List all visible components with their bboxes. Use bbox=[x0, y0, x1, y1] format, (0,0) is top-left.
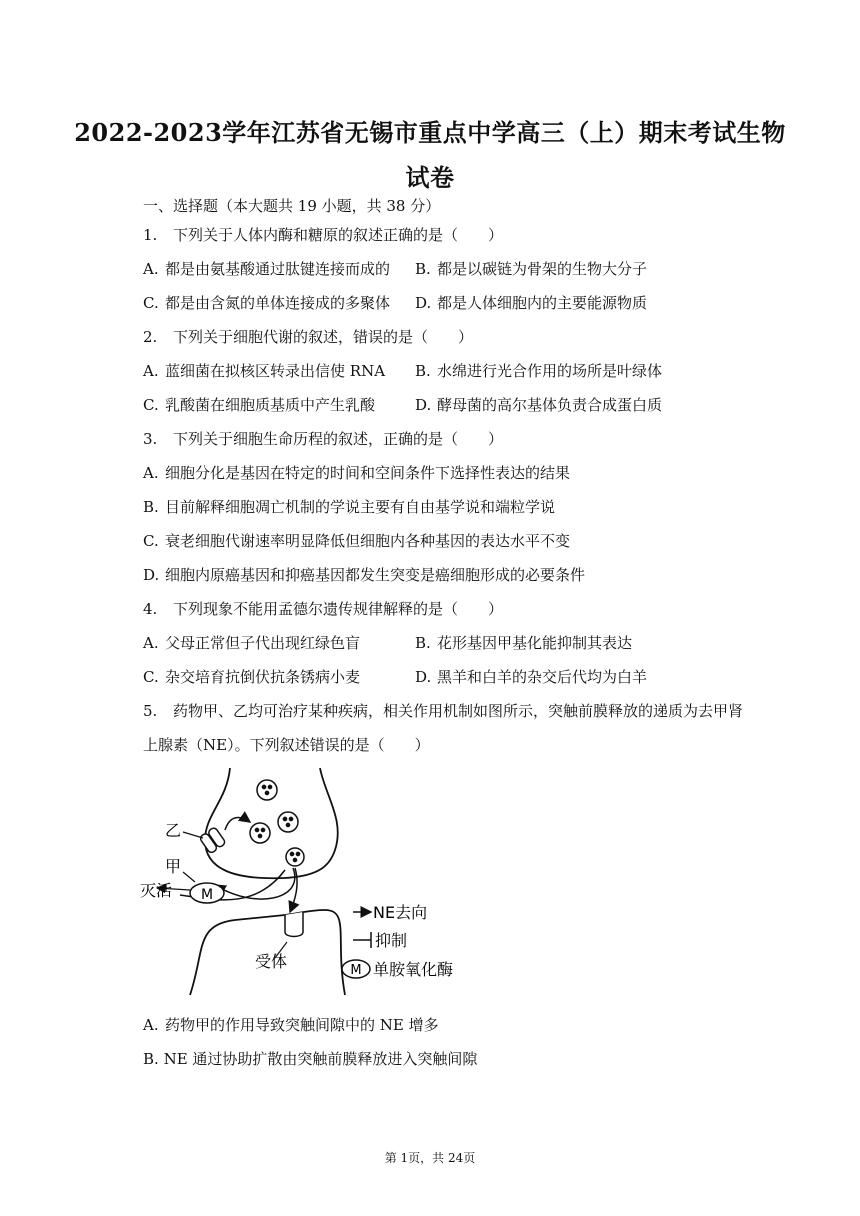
question-stem: 下列关于细胞代谢的叙述，错误的是（ ） bbox=[173, 328, 474, 346]
page-title-line2: 试卷 bbox=[405, 163, 455, 192]
option-text: 都是以碳链为骨架的生物大分子 bbox=[437, 260, 648, 278]
option-4d bbox=[415, 668, 647, 686]
option-3c bbox=[143, 532, 570, 550]
option-letter: A. bbox=[143, 362, 159, 380]
option-letter: A. bbox=[143, 634, 159, 652]
option-1b bbox=[415, 260, 647, 278]
transporter bbox=[199, 827, 226, 854]
option-2a bbox=[143, 362, 385, 380]
option-text: 酵母菌的高尔基体负责合成蛋白质 bbox=[437, 396, 663, 414]
option-letter: D. bbox=[415, 668, 432, 686]
yi-pointer bbox=[183, 832, 203, 838]
question-number: 2. bbox=[143, 328, 158, 346]
receptor bbox=[285, 912, 303, 937]
option-1c bbox=[143, 294, 390, 312]
option-5a bbox=[143, 1016, 439, 1034]
synapse-figure bbox=[135, 760, 475, 1000]
page-title-line1: 2022-2023学年江苏省无锡市重点中学高三（上）期末考试生物 bbox=[74, 118, 786, 147]
option-letter: B. bbox=[415, 634, 431, 652]
option-letter: D. bbox=[143, 566, 160, 584]
legend-m-label: M bbox=[350, 963, 362, 978]
question-4 bbox=[143, 600, 503, 618]
option-4c bbox=[143, 668, 360, 686]
reuptake-arrow bbox=[225, 817, 250, 830]
question-stem: 下列关于细胞生命历程的叙述，正确的是（ ） bbox=[173, 430, 504, 448]
option-letter: D. bbox=[415, 396, 432, 414]
option-letter: C. bbox=[143, 532, 159, 550]
option-text: 都是由含氮的单体连接成的多聚体 bbox=[165, 294, 391, 312]
label-jia: 甲 bbox=[165, 857, 182, 876]
option-letter: A. bbox=[143, 1016, 159, 1034]
option-letter: A. bbox=[143, 260, 159, 278]
question-number: 4. bbox=[143, 600, 158, 618]
question-5-stem-cont: 上腺素（NE）。下列叙述错误的是（ ） bbox=[143, 736, 430, 754]
option-text: 都是人体细胞内的主要能源物质 bbox=[437, 294, 648, 312]
option-letter: B. bbox=[143, 498, 159, 516]
option-letter: A. bbox=[143, 464, 159, 482]
option-3b bbox=[143, 498, 555, 516]
option-text: 细胞分化是基因在特定的时间和空间条件下选择性表达的结果 bbox=[165, 464, 571, 482]
question-stem: 下列现象不能用孟德尔遗传规律解释的是（ ） bbox=[173, 600, 504, 618]
option-text: 细胞内原癌基因和抑癌基因都发生突变是癌细胞形成的必要条件 bbox=[165, 566, 586, 584]
option-letter: B. bbox=[415, 260, 431, 278]
legend-inhibit: 抑制 bbox=[375, 931, 408, 950]
option-text: 都是由氨基酸通过肽键连接而成的 bbox=[165, 260, 391, 278]
option-text: 药物甲的作用导致突触间隙中的 NE 增多 bbox=[165, 1016, 439, 1034]
question-number: 3. bbox=[143, 430, 158, 448]
question-3 bbox=[143, 430, 503, 448]
question-stem: 药物甲、乙均可治疗某种疾病，相关作用机制如图所示，突触前膜释放的递质为去甲肾 bbox=[173, 702, 744, 720]
option-text: 衰老细胞代谢速率明显降低但细胞内各种基因的表达水平不变 bbox=[165, 532, 571, 550]
option-3d bbox=[143, 566, 585, 584]
legend-mao: 单胺氧化酶 bbox=[373, 960, 454, 979]
option-4a bbox=[143, 634, 360, 652]
option-text: 乳酸菌在细胞质基质中产生乳酸 bbox=[165, 396, 376, 414]
presynaptic-membrane bbox=[205, 768, 338, 878]
option-2b bbox=[415, 362, 662, 380]
section-heading: 一、选择题（本大题共 19 小题，共 38 分） bbox=[143, 197, 441, 215]
option-text: 杂交培育抗倒伏抗条锈病小麦 bbox=[165, 668, 361, 686]
option-letter: C. bbox=[143, 294, 159, 312]
jia-inhibit-line bbox=[183, 872, 195, 882]
option-text: 蓝细菌在拟核区转录出信使 RNA bbox=[165, 362, 386, 380]
option-3a bbox=[143, 464, 570, 482]
vesicle-group bbox=[250, 780, 304, 866]
option-text: NE 通过协助扩散由突触前膜释放进入突触间隙 bbox=[163, 1050, 478, 1068]
label-inactivation: 灭活 bbox=[140, 881, 173, 900]
question-2 bbox=[143, 328, 473, 346]
option-text: 花形基因甲基化能抑制其表达 bbox=[437, 634, 633, 652]
page-footer: 第 1页，共 24页 bbox=[384, 1151, 476, 1165]
option-4b bbox=[415, 634, 632, 652]
option-1a bbox=[143, 260, 390, 278]
label-yi: 乙 bbox=[165, 821, 182, 840]
option-text: 目前解释细胞凋亡机制的学说主要有自由基学说和端粒学说 bbox=[165, 498, 556, 516]
option-letter: B. bbox=[415, 362, 431, 380]
option-letter: D. bbox=[415, 294, 432, 312]
legend-ne: NE去向 bbox=[373, 903, 428, 922]
option-letter: C. bbox=[143, 396, 159, 414]
option-text: 水绵进行光合作用的场所是叶绿体 bbox=[437, 362, 663, 380]
question-number: 1. bbox=[143, 226, 158, 244]
option-text: 黑羊和白羊的杂交后代均为白羊 bbox=[437, 668, 648, 686]
release-arrow-down bbox=[290, 868, 297, 912]
label-receptor: 受体 bbox=[255, 952, 288, 971]
mao-label: M bbox=[200, 887, 214, 903]
question-number: 5. bbox=[143, 702, 158, 720]
question-stem: 下列关于人体内酶和糖原的叙述正确的是（ ） bbox=[173, 226, 504, 244]
option-2d bbox=[415, 396, 662, 414]
question-1 bbox=[143, 226, 503, 244]
option-5b bbox=[143, 1050, 477, 1068]
option-2c bbox=[143, 396, 375, 414]
option-text: 父母正常但子代出现红绿色盲 bbox=[165, 634, 361, 652]
option-letter: B. bbox=[143, 1050, 159, 1068]
option-letter: C. bbox=[143, 668, 159, 686]
option-1d bbox=[415, 294, 647, 312]
question-5 bbox=[143, 702, 743, 720]
